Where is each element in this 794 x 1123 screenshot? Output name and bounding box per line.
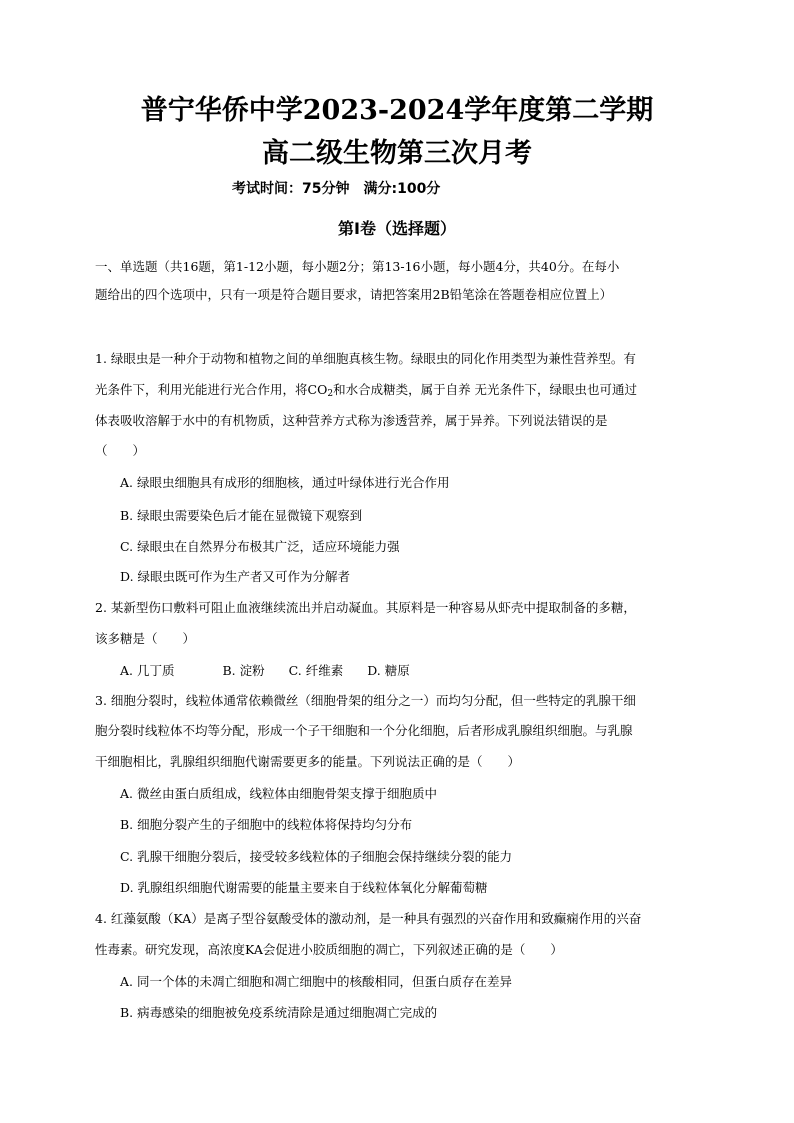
question-stem-line: 干细胞相比，乳腺组织细胞代谢需要更多的能量。下列说法正确的是（ ） bbox=[95, 754, 521, 769]
question-stem-line: 4. 红藻氨酸（KA）是离子型谷氨酸受体的激动剂，是一种具有强烈的兴奋作用和致癫痫作用的兴奋 bbox=[95, 911, 642, 926]
full-score: 满分:100分 bbox=[363, 181, 441, 197]
option-c: C. 绿眼虫在自然界分布极其广泛，适应环境能力强 bbox=[120, 539, 400, 554]
stem-part: 光条件下，利用光能进行光合作用，将CO bbox=[95, 382, 328, 397]
question-stem-line: 2. 某新型伤口敷料可阻止血液继续流出并启动凝血。其原料是一种容易从虾壳中提取制备的多糖， bbox=[95, 600, 636, 615]
option-b: B. 绿眼虫需要染色后才能在显微镜下观察到 bbox=[120, 508, 363, 523]
option-d: D. 乳腺组织细胞代谢需要的能量主要来自于线粒体氧化分解葡萄糖 bbox=[120, 880, 488, 895]
exam-time: 考试时间：75分钟 bbox=[232, 181, 350, 197]
question-stem-line: 3. 细胞分裂时，线粒体通常依赖微丝（细胞骨架的组分之一）而均匀分配，但一些特定的乳腺干细 bbox=[95, 693, 636, 708]
option-c: C. 纤维素 bbox=[288, 663, 344, 678]
option-b: B. 病毒感染的细胞被免疫系统清除是通过细胞凋亡完成的 bbox=[120, 1005, 438, 1020]
stem-part: 和水合成糖类，属于自养 无光条件下，绿眼虫也可通过 bbox=[333, 382, 638, 397]
option-a: A. 同一个体的未凋亡细胞和凋亡细胞中的核酸相同，但蛋白质存在差异 bbox=[120, 974, 512, 989]
question-stem-line: 体表吸收溶解于水中的有机物质，这种营养方式称为渗透营养，属于异养。下列说法错误的是 bbox=[95, 413, 608, 428]
exam-title-school: 普宁华侨中学2023-2024学年度第二学期 bbox=[140, 95, 654, 126]
subscript: 2 bbox=[327, 389, 334, 399]
option-c: C. 乳腺干细胞分裂后，接受较多线粒体的子细胞会保持继续分裂的能力 bbox=[120, 849, 513, 864]
option-a: A. 绿眼虫细胞具有成形的细胞核，通过叶绿体进行光合作用 bbox=[120, 475, 450, 490]
option-b: B. 细胞分裂产生的子细胞中的线粒体将保持均匀分布 bbox=[120, 817, 413, 832]
options-row bbox=[120, 662, 410, 680]
question-stem-line: 性毒素。研究发现，高浓度KA会促进小胶质细胞的凋亡，下列叙述正确的是（ ） bbox=[95, 942, 563, 957]
option-b: B. 淀粉 bbox=[222, 663, 265, 678]
option-d: D. 绿眼虫既可作为生产者又可作为分解者 bbox=[120, 569, 351, 584]
option-a: A. 微丝由蛋白质组成，线粒体由细胞骨架支撑于细胞质中 bbox=[120, 786, 437, 801]
exam-title-subject: 高二级生物第三次月考 bbox=[262, 138, 532, 169]
option-a: A. 几丁质 bbox=[120, 663, 175, 678]
option-d: D. 糖原 bbox=[367, 663, 410, 678]
part-title: 第Ⅰ卷（选择题） bbox=[338, 219, 456, 238]
answer-parentheses: （ ） bbox=[95, 443, 146, 458]
question-stem-line: 胞分裂时线粒体不均等分配，形成一个子干细胞和一个分化细胞，后者形成乳腺组织细胞。与乳腺 bbox=[95, 723, 633, 738]
instructions-line: 题给出的四个选项中，只有一项是符合题目要求，请把答案用2B铅笔涂在答题卷相应位置上） bbox=[95, 287, 613, 302]
question-stem-line: 1. 绿眼虫是一种介于动物和植物之间的单细胞真核生物。绿眼虫的同化作用类型为兼性营养型。有 bbox=[95, 351, 636, 366]
exam-meta bbox=[232, 178, 440, 198]
instructions-line: 一、单选题（共16题，第1-12小题，每小题2分；第13-16小题，每小题4分，共40分。在每小 bbox=[95, 259, 620, 274]
question-stem-line bbox=[95, 381, 637, 399]
question-stem-line: 该多糖是（ ） bbox=[95, 631, 196, 646]
